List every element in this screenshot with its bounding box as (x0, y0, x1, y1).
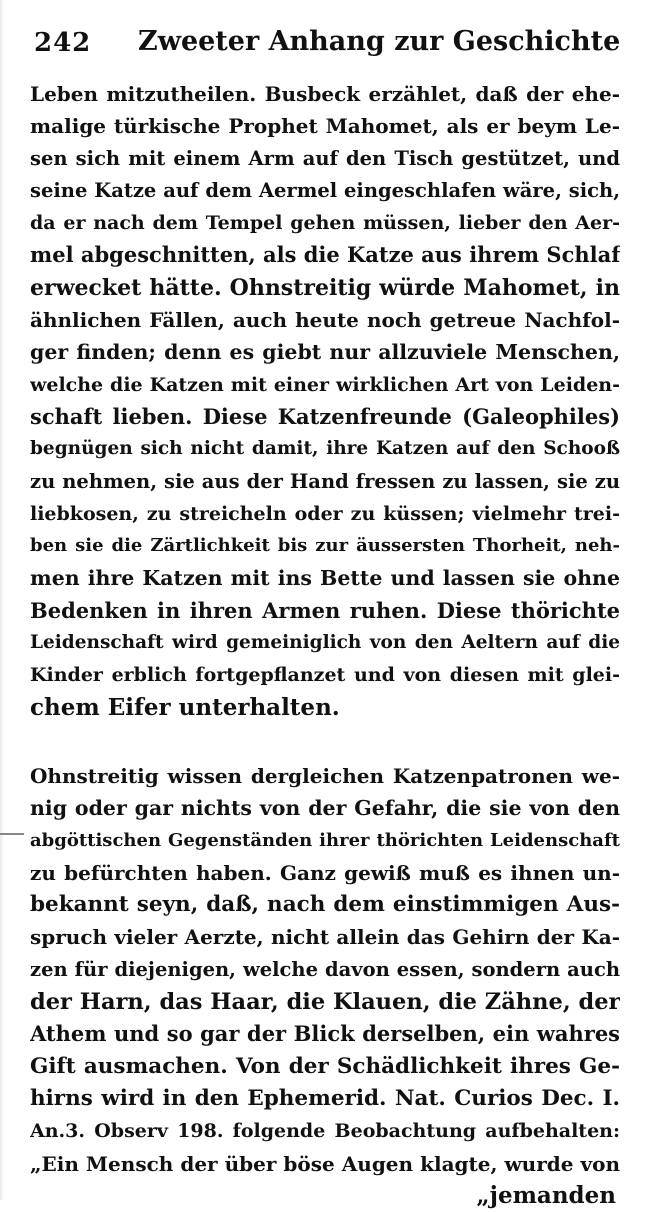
text-line: men ihre Katzen mit ins Bette und lassen sie ohne (30, 566, 620, 591)
running-head: Zweeter Anhang zur Geschichte (138, 26, 621, 57)
text-line: abgöttischen Gegenständen ihrer thörichten Leidenschaft (30, 829, 620, 851)
text-line: nig oder gar nichts von der Gefahr, die sie von den (30, 796, 620, 821)
text-line: mel abgeschnitten, als die Katze aus ihrem Schlaf (30, 242, 620, 268)
text-line: Leben mitzutheilen. Busbeck erzählet, daß der ehe- (30, 82, 620, 106)
text-line: ben sie die Zärtlichkeit bis zur äussersten Thorheit, neh- (30, 535, 620, 557)
text-line: An.3. Observ 198. folgende Beobachtung aufbehalten: (30, 1120, 620, 1143)
scan-edge-shadow (0, 0, 4, 1200)
text-line: liebkosen, zu streicheln oder zu küssen; vielmehr trei- (30, 502, 620, 525)
text-line: da er nach dem Tempel gehen müssen, lieber den Aer- (30, 212, 620, 235)
text-line: seine Katze auf dem Aermel eingeschlafen wäre, sich, (30, 178, 620, 202)
text-line: sen sich mit einem Arm auf den Tisch gestützet, und (30, 146, 620, 170)
text-line: „Ein Mensch der über böse Augen klagte, wurde von (30, 1151, 620, 1176)
text-line: Kinder erblich fortgepflanzet und von diesen mit glei- (30, 664, 620, 687)
text-line: erwecket hätte. Ohnstreitig würde Mahomet, in (30, 274, 620, 301)
text-line: Ohnstreitig wissen dergleichen Katzenpatronen we- (30, 763, 620, 788)
text-line: welche die Katzen mit einer wirklichen Art von Leiden- (30, 373, 620, 396)
text-line: der Harn, das Haar, die Klauen, die Zähne, der (30, 989, 620, 1016)
text-line: Athem und so gar der Blick derselben, ein wahres (30, 1021, 620, 1047)
body-text (30, 78, 620, 1212)
paragraph-2 (30, 760, 620, 1212)
text-line: Leidenschaft wird gemeiniglich von den Aeltern auf die (30, 632, 620, 654)
text-line: zu befürchten haben. Ganz gewiß muß es ihnen un- (30, 860, 620, 885)
page-number: 242 (34, 28, 92, 58)
text-line: Gift ausmachen. Von der Schädlichkeit ihres Ge- (30, 1053, 620, 1079)
catchword: „jemanden (476, 1181, 616, 1209)
text-line: zen für diejenigen, welche davon essen, sondern auch (30, 957, 620, 981)
text-line: malige türkische Prophet Mahomet, als er beym Le- (30, 114, 620, 139)
text-line: bekannt seyn, daß, nach dem einstimmigen Aus- (30, 892, 620, 918)
text-line: schaft lieben. Diese Katzenfreunde (Galeophiles) (30, 403, 620, 429)
text-line: zu nehmen, sie aus der Hand fressen zu lassen, sie zu (30, 469, 620, 493)
scan-margin-mark (0, 833, 24, 835)
text-line: Bedenken in ihren Armen ruhen. Diese thörichte (30, 597, 620, 623)
text-line: hirns wird in den Ephemerid. Nat. Curios Dec. I. (30, 1085, 620, 1111)
page-header (34, 22, 624, 62)
text-line: chem Eifer unterhalten. (30, 693, 340, 721)
text-line: ger finden; denn es giebt nur allzuviele Menschen, (30, 340, 620, 365)
text-line: spruch vieler Aerzte, nicht allein das Gehirn der Ka- (30, 925, 620, 950)
paragraph-1 (30, 78, 620, 724)
text-line: ähnlichen Fällen, auch heute noch getreue Nachfol- (30, 308, 620, 333)
text-line: begnügen sich nicht damit, ihre Katzen auf den Schooß (30, 438, 620, 460)
